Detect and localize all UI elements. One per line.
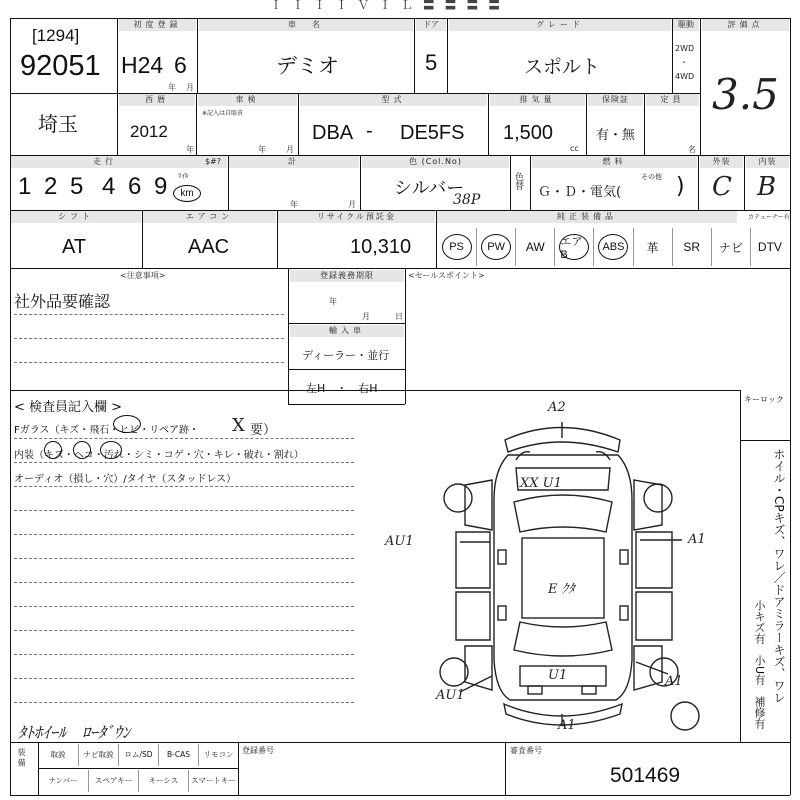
header-car-name: 車 名 xyxy=(199,19,413,31)
rear-window xyxy=(514,622,612,656)
header-capacity: 定員 xyxy=(646,94,699,106)
mileage-digit: 4 xyxy=(102,173,116,200)
header-shift: シフト xyxy=(11,211,141,223)
diagram-left-front: AU1 xyxy=(385,534,414,549)
footer-equipment-item: キーシス xyxy=(138,770,188,792)
col-line xyxy=(238,742,239,795)
insp-line xyxy=(14,582,354,583)
insp-line xyxy=(14,630,354,631)
header-drive: 駆動 xyxy=(673,19,699,31)
expiry-month: 月 xyxy=(362,312,370,321)
shift: AT xyxy=(62,236,87,258)
note-line xyxy=(14,314,284,315)
mileage-digit: 5 xyxy=(70,173,84,200)
inspector-glass-mark: X xyxy=(232,415,245,436)
inspector-audio: オーディオ（損し・穴）/タイヤ（スタッドレス） xyxy=(14,474,237,485)
insp-year-unit: 年 xyxy=(258,145,266,154)
header-insurance: 保険証 xyxy=(588,94,643,106)
col-line xyxy=(510,155,511,210)
col-line xyxy=(505,742,506,795)
windshield xyxy=(514,495,612,532)
drive-2wd: 2WD xyxy=(675,44,695,53)
col-line xyxy=(740,390,741,742)
insp-line xyxy=(14,462,354,463)
header-score: 評価点 xyxy=(702,19,789,31)
person-unit: 名 xyxy=(688,145,696,154)
row-line xyxy=(288,404,405,405)
col-line xyxy=(447,18,448,93)
insp-month-unit: 月 xyxy=(286,145,294,154)
col-line xyxy=(744,155,745,210)
equipment-item xyxy=(672,228,711,266)
col-line xyxy=(360,155,361,210)
region: 埼玉 xyxy=(38,112,78,136)
footer-equipment-item: スペアキー xyxy=(88,770,138,792)
footer-equipment-item: ナンバー xyxy=(48,776,78,785)
diagram-center: E ｸﾀ xyxy=(548,582,575,597)
header-equipment: 純正装備品 xyxy=(437,211,737,223)
inspection-note: ※記入は自賠責 xyxy=(202,110,244,117)
col-line xyxy=(530,155,531,210)
inspector-glass: Fガラス（キズ・飛石・ヒビ・リペア跡・ xyxy=(14,425,200,436)
cc-unit: cc xyxy=(570,144,579,153)
mileage-month: 月 xyxy=(348,200,356,209)
header-sharyo: $#? xyxy=(199,156,227,168)
left-rear-door xyxy=(456,592,490,640)
row-line-4 xyxy=(10,268,790,269)
footer-label: 装 備 xyxy=(17,748,26,767)
row-line xyxy=(288,369,405,370)
mileage-digit: 9 xyxy=(154,173,168,200)
left-front-fender xyxy=(465,480,492,530)
col-line xyxy=(197,18,198,93)
row-line xyxy=(288,323,405,324)
col-line xyxy=(117,18,118,155)
insurance: 有・無 xyxy=(596,128,636,143)
col-line xyxy=(488,93,489,155)
row-line xyxy=(38,768,238,769)
insp-line xyxy=(14,534,354,535)
header-reg-expiry: 登録義務期限 xyxy=(290,270,404,282)
equipment-label: SR xyxy=(683,240,701,254)
interior-dirt-circle xyxy=(100,441,122,459)
aircon: AAC xyxy=(188,236,230,258)
header-interior: 内装 xyxy=(746,156,789,168)
header-inspector: < 検査員記入欄 > xyxy=(14,400,123,415)
equipment-list xyxy=(437,228,789,266)
header-mileage: 走行 xyxy=(11,156,199,168)
header-kei: 計 xyxy=(229,156,359,168)
equipment-item xyxy=(437,228,476,266)
expiry-year: 年 xyxy=(329,297,337,306)
header-exterior: 外装 xyxy=(700,156,743,168)
footer-equipment-item: ロム/SD xyxy=(118,744,158,766)
footer-equipment-row2 xyxy=(38,770,238,792)
col-line xyxy=(414,18,415,93)
first-reg-month: 6 xyxy=(174,52,187,78)
mileage-digit: 1 xyxy=(18,173,32,200)
footer-equipment-item: リモコン xyxy=(198,744,238,766)
header-displacement: 排気量 xyxy=(490,94,585,106)
insp-line xyxy=(14,606,354,607)
partial-title: Ｉ Ｉ Ｉ Ｉ Ｖ Ｉ Ｌ 〓 〓 〓 〓 xyxy=(270,0,504,12)
right-rear-door xyxy=(636,592,672,640)
diagram-left-rear: AU1 xyxy=(436,688,465,703)
equipment-label: AW xyxy=(525,240,545,254)
note-line xyxy=(14,338,284,339)
notes-text: 社外品要確認 xyxy=(14,292,111,311)
footer-equipment-item: B-CAS xyxy=(158,744,198,766)
diagram-roof-front: XX U1 xyxy=(520,476,562,491)
footer-equipment-item: ナビ取説 xyxy=(78,744,118,766)
header-model: 型式 xyxy=(300,94,487,106)
header-first-reg: 初度登録 xyxy=(119,19,196,31)
color-change: 色替 xyxy=(513,172,523,190)
expiry-day: 日 xyxy=(395,312,403,321)
wheel-front-right xyxy=(644,484,672,512)
inspector-interior: 内装（キズ・ヘコ・汚れ・シミ・コゲ・穴・キレ・破れ・割れ） xyxy=(14,450,304,461)
handle-side: 左H ・ 右H xyxy=(306,382,378,395)
first-reg-era: H24 xyxy=(121,52,164,78)
spare-tire xyxy=(671,702,699,730)
diagram-right-front: A1 xyxy=(688,532,706,547)
model-code: DE5FS xyxy=(400,122,465,144)
model-dash: - xyxy=(366,120,373,142)
right-rear-fender xyxy=(634,646,662,690)
equipment-item xyxy=(711,228,750,266)
col-line xyxy=(196,93,197,155)
header-year-west: 西暦 xyxy=(119,94,195,106)
border-right xyxy=(790,18,791,795)
equipment-item xyxy=(476,228,515,266)
insp-line xyxy=(14,678,354,679)
check-number: 501469 xyxy=(610,764,681,787)
equipment-label: DTV xyxy=(757,240,782,254)
mileage-digit: 2 xyxy=(44,173,58,200)
car-diagram xyxy=(430,410,700,740)
model-prefix: DBA xyxy=(312,122,354,144)
lot-code: [1294] xyxy=(32,26,80,45)
equipment-label: PS xyxy=(442,234,472,260)
footer-equipment-row1 xyxy=(38,744,238,766)
col-line xyxy=(698,155,699,210)
col-line xyxy=(288,268,289,404)
equipment-label: ABS xyxy=(598,234,628,260)
equipment-label: エアB xyxy=(559,234,589,260)
diagram-front: A2 xyxy=(548,400,566,415)
header-keylock: キーロック xyxy=(744,395,784,404)
fuel-close: ) xyxy=(676,174,685,199)
side-notes-main: ホイル・CPキズ、ワレ／ドアミラーキズ、ワレ xyxy=(772,448,786,704)
diagram-rear: A1 xyxy=(558,718,576,733)
col-line xyxy=(298,93,299,155)
insp-line xyxy=(14,558,354,559)
equipment-item xyxy=(750,228,789,266)
header-door: ドア xyxy=(416,19,446,31)
year-west: 2012 xyxy=(130,122,168,141)
header-grade: グレード xyxy=(449,19,671,31)
doors: 5 xyxy=(425,50,438,75)
row-line xyxy=(740,440,790,441)
fuel-other: その他 xyxy=(641,173,662,181)
header-sales-points: <セールスポイント> xyxy=(408,271,485,280)
header-inspection: 車検 xyxy=(198,94,297,106)
mileage-digit: 6 xyxy=(128,173,142,200)
col-line xyxy=(405,268,406,404)
glass-chip-circle xyxy=(113,415,141,433)
equipment-item xyxy=(633,228,672,266)
interior-scratch-circle xyxy=(44,441,62,459)
insp-line xyxy=(14,438,354,439)
equipment-label: 革 xyxy=(646,240,659,255)
car-name: デミオ xyxy=(276,54,339,78)
equipment-label: ナビ xyxy=(718,240,743,255)
left-front-door xyxy=(456,532,490,588)
displacement: 1,500 xyxy=(503,122,554,144)
check-label: 審査番号 xyxy=(510,746,542,755)
year-unit: 年 xyxy=(168,83,176,92)
year-suffix: 年 xyxy=(186,145,194,154)
diagram-right-rear: A1 xyxy=(665,674,683,689)
header-fuel: 燃料 xyxy=(532,156,697,168)
header-recycle: リサイクル預託金 xyxy=(278,211,435,223)
fuel: Ｇ・Ｄ・電気( xyxy=(538,185,622,200)
header-aircon: エアコン xyxy=(143,211,276,223)
insp-line xyxy=(14,486,354,487)
inspector-glass-req: 要） xyxy=(250,423,277,438)
color: シルバー xyxy=(394,178,465,199)
score: 3.5 xyxy=(712,70,779,119)
insp-line xyxy=(14,702,354,703)
exterior-grade: C xyxy=(712,172,732,202)
interior-dent-circle xyxy=(73,441,91,459)
km-circle xyxy=(173,185,201,202)
border-left xyxy=(10,18,11,795)
footer-equipment-item: スマートキー xyxy=(188,770,238,792)
drive-4wd: 4WD xyxy=(675,72,695,81)
equipment-label: PW xyxy=(481,234,511,260)
color-code: 38P xyxy=(453,192,481,208)
border-bottom xyxy=(10,795,790,796)
lot-number: 92051 xyxy=(20,50,101,82)
equipment-item xyxy=(554,228,593,266)
import-type: ディーラー・並行 xyxy=(302,349,390,362)
header-tuner: カテューナー有 xyxy=(748,214,790,221)
diagram-rear-center: U1 xyxy=(548,668,568,683)
header-color: 色 (Col.No) xyxy=(362,156,509,168)
side-notes-sub: 小キズ有 小U有 補修有 xyxy=(753,600,766,730)
mileage-year: 年 xyxy=(290,200,298,209)
wheel-front-left xyxy=(444,484,472,512)
equipment-item xyxy=(515,228,554,266)
grade: スポルト xyxy=(524,56,601,78)
insp-line xyxy=(14,510,354,511)
reg-number-label: 登録番号 xyxy=(242,746,274,755)
col-line xyxy=(586,93,587,155)
col-line xyxy=(700,18,701,155)
km-label: km xyxy=(180,188,194,199)
header-import: 輸入車 xyxy=(290,325,404,337)
footer-equipment-item: 取説 xyxy=(50,750,66,759)
drive-dot: ・ xyxy=(680,58,688,67)
inspector-handwritten: ﾀﾄﾎｲｰﾙ ﾛｰﾀﾞｳﾝ xyxy=(18,723,131,742)
recycle: 10,310 xyxy=(350,236,412,258)
wheel-rear-left xyxy=(440,658,468,686)
interior-grade: B xyxy=(757,172,777,202)
note-line xyxy=(14,362,284,363)
insp-line xyxy=(14,654,354,655)
col-line xyxy=(644,93,645,155)
mile-label: ﾏｲﾙ xyxy=(178,172,189,180)
month-unit: 月 xyxy=(186,83,194,92)
header-notes: <注意事項> xyxy=(120,271,166,280)
equipment-item xyxy=(593,228,632,266)
